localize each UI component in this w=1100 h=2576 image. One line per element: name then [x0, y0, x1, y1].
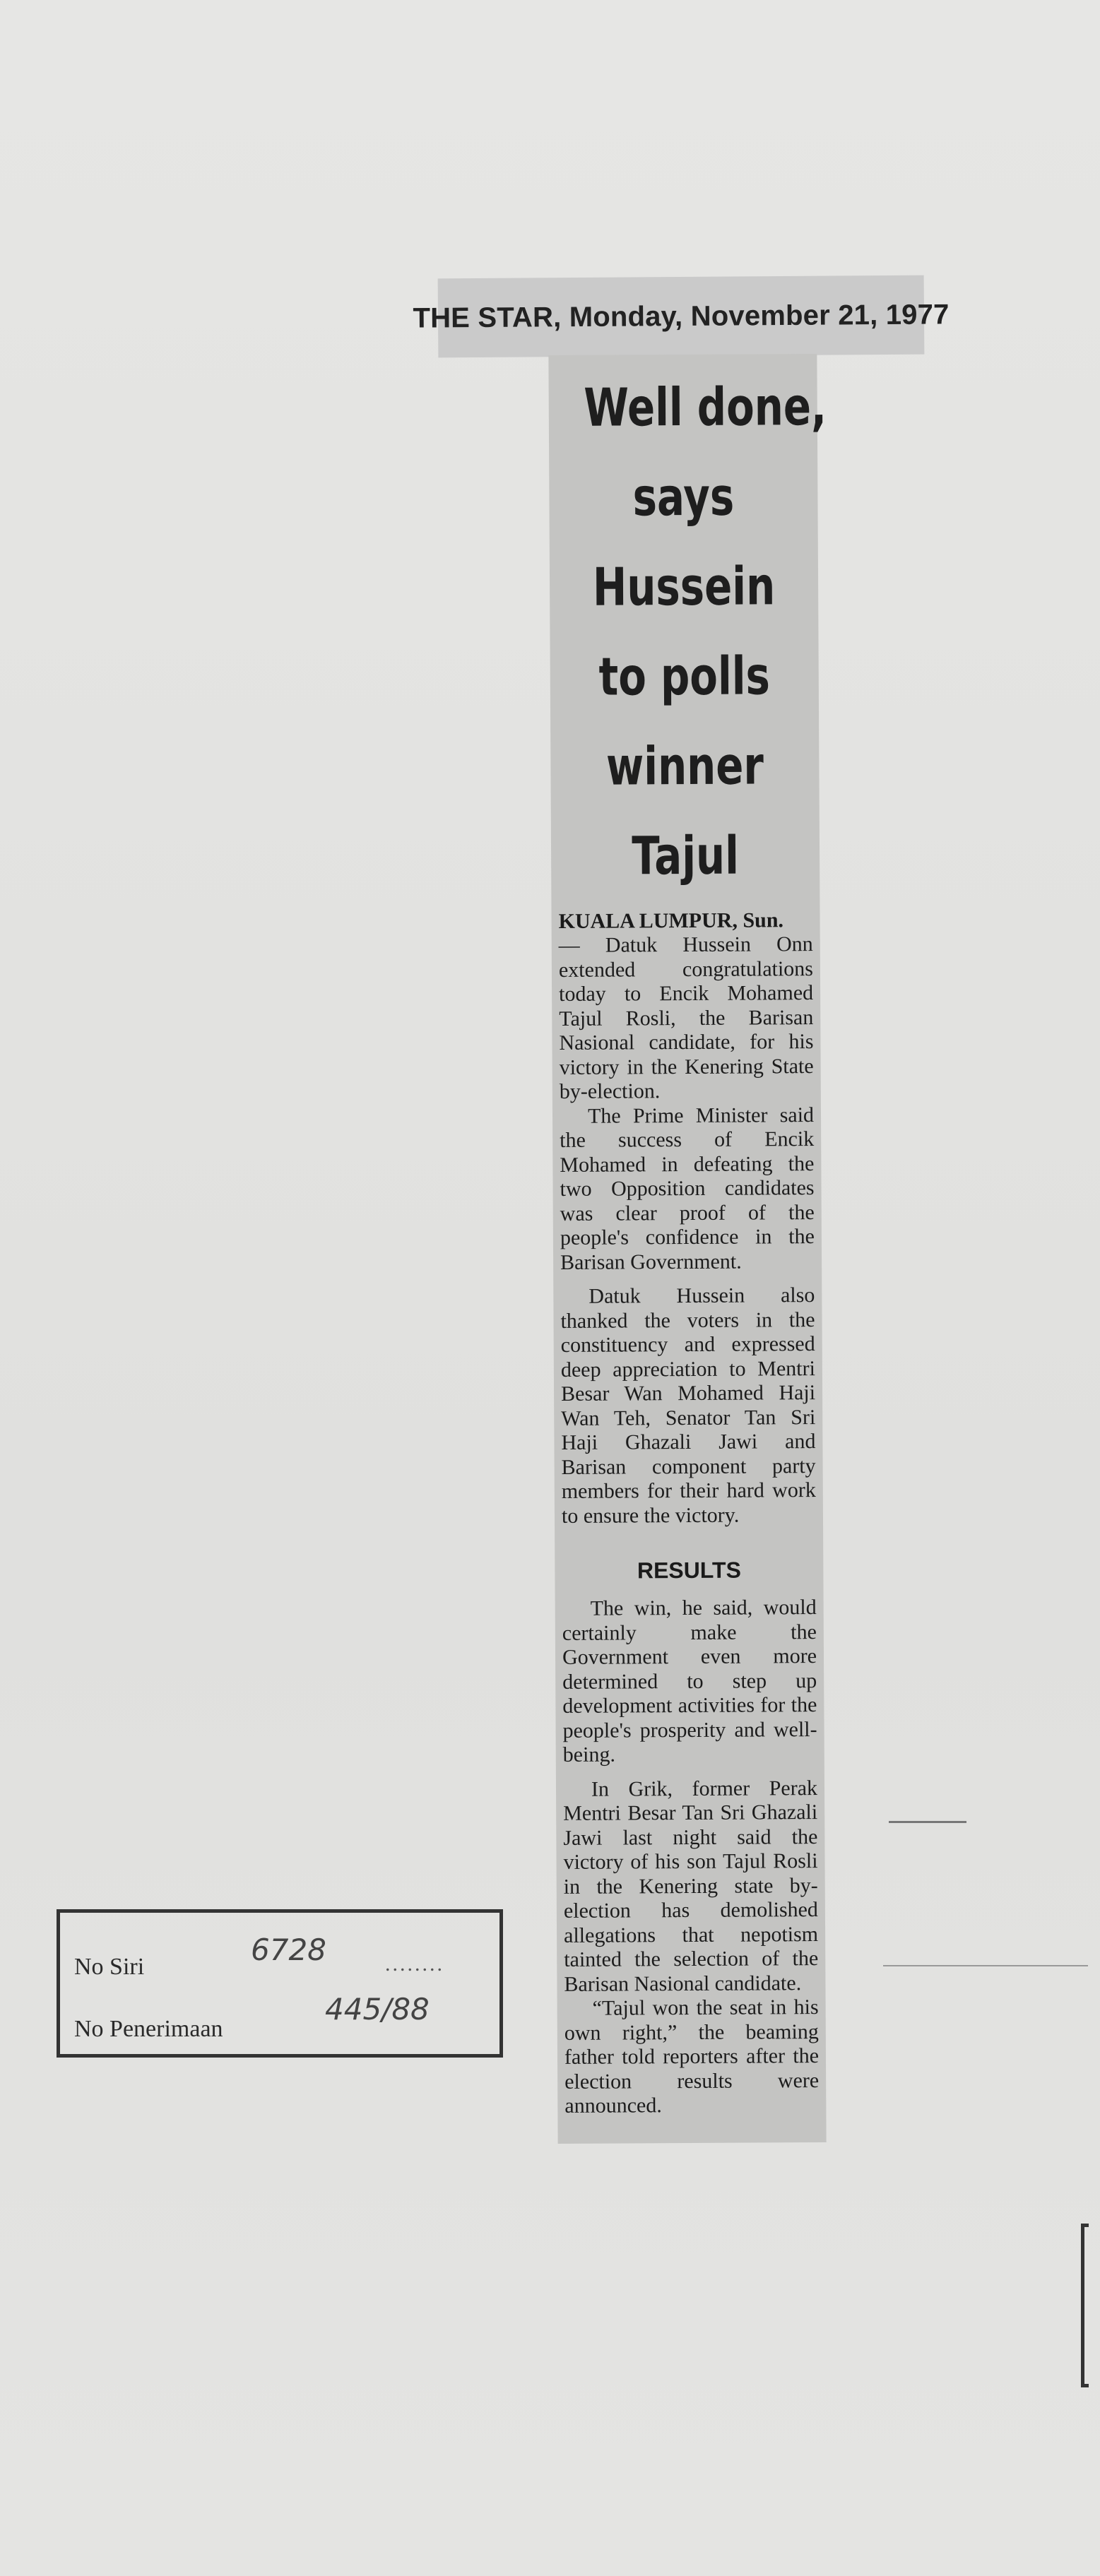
- handwritten-receipt-number: 445/88: [325, 1992, 430, 2026]
- scan-mark: [889, 1821, 966, 1823]
- article-paragraph: The Prime Minister said the success of Encik Mohamed in defeating the two Opposition candidates was clear proof of the people's confidence in the Barisan Government.: [560, 1103, 815, 1274]
- headline: [555, 360, 827, 902]
- newspaper-clipping: [548, 354, 826, 2144]
- article-paragraph: — Datuk Hussein Onn extended congratulations today to Encik Mohamed Tajul Rosli, the Barisan Nasional candidate, for his victory in the Kenering State by-election.: [558, 932, 814, 1103]
- newspaper-masthead-strip: [413, 275, 950, 358]
- stamp-label-receipt: No Penerimaan: [74, 2016, 223, 2042]
- section-subhead: RESULTS: [637, 1557, 741, 1584]
- stamp-dotted-line: ........: [385, 1952, 444, 1976]
- headline-line: winner: [605, 735, 764, 797]
- masthead-text: THE STAR, Monday, November 21, 1977: [413, 298, 950, 334]
- headline-line: to polls: [598, 646, 771, 708]
- article-paragraph: “Tajul won the seat in his own right,” the beaming father told reporters after the election results were announced.: [564, 1995, 820, 2118]
- article-paragraph: In Grik, former Perak Mentri Besar Tan Sri Ghazali Jawi last night said the victory of his son Tajul Rosli in the Kenering state by-election has demolished allegations that nepotism tainted the selection of the Barisan Nasional candidate.: [563, 1776, 819, 1996]
- dateline: KUALA LUMPUR, Sun.: [558, 908, 784, 933]
- adjacent-stamp-edge: [1081, 2224, 1089, 2387]
- headline-line: Tajul: [632, 825, 740, 887]
- headline-line: Hussein: [592, 556, 776, 618]
- article-paragraph: Datuk Hussein also thanked the voters in the constituency and expressed deep appreciation to Mentri Besar Wan Mohamed Haji Wan Teh, Senator Tan Sri Haji Ghazali Jawi and Barisan component party members for their hard work to ensure the victory.: [560, 1283, 816, 1528]
- headline-line: says: [632, 466, 735, 528]
- stamp-label-serial: No Siri: [74, 1954, 145, 1980]
- handwritten-serial-number: 6728: [251, 1933, 326, 1967]
- scan-mark: [883, 1965, 1088, 1966]
- archive-registration-stamp: [57, 1909, 503, 2058]
- article-paragraph: The win, he said, would certainly make the Government even more determined to step up development activities for the people's prosperity and well-being.: [562, 1596, 817, 1767]
- headline-line: Well done,: [584, 376, 827, 439]
